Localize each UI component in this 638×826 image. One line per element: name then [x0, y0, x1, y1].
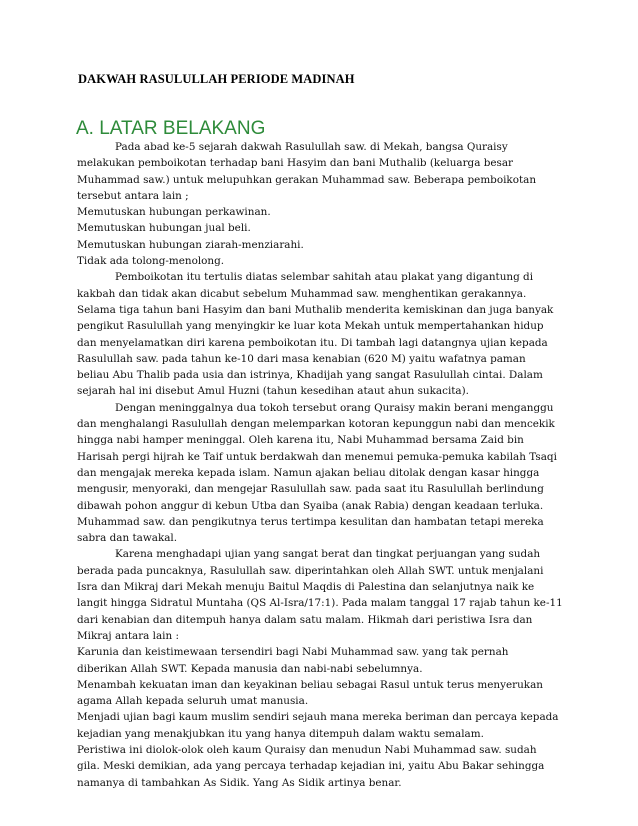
text-line: kejadian yang menakjubkan itu yang hanya ditempuh dalam waktu semalam.: [77, 727, 484, 740]
text-line: mengusir, menyoraki, dan mengejar Rasulullah saw. pada saat itu Rasulullah berlindung: [77, 483, 544, 496]
text-line: dan mengajak mereka kepada islam. Namun ajakan beliau ditolak dengan kasar hingga: [77, 466, 540, 479]
body-paragraph: [77, 237, 553, 253]
text-line: Karunia dan keistimewaan tersendiri bagi Nabi Muhammad saw. yang tak pernah: [77, 646, 509, 659]
text-line: kakbah dan tidak akan dicabut sebelum Muhammad saw. menghentikan gerakannya.: [77, 287, 527, 300]
body-paragraph: [77, 220, 553, 236]
text-line: tersebut antara lain ;: [77, 189, 189, 202]
text-line: Karena menghadapi ujian yang sangat berat dan tingkat perjuangan yang sudah: [115, 548, 541, 561]
text-line: hingga nabi hamper meninggal. Oleh karena itu, Nabi Muhammad bersama Zaid bin: [77, 434, 524, 447]
text-line: dan menyelamatkan diri karena pemboikotan itu. Di tambah lagi datangnya ujian kepada: [77, 336, 548, 349]
text-line: namanya di tambahkan As Sidik. Yang As Sidik artinya benar.: [77, 776, 402, 789]
text-line: Memutuskan hubungan ziarah-menziarahi.: [77, 238, 304, 251]
text-line: diberikan Allah SWT. Kepada manusia dan nabi-nabi sebelumnya.: [77, 662, 423, 675]
text-line: Muhammad saw. dan pengikutnya terus tertimpa kesulitan dan hambatan tetapi mereka: [77, 515, 544, 528]
body-paragraph: [77, 709, 559, 742]
text-line: dari kenabian dan ditempuh hanya dalam satu malam. Hikmah dari peristiwa Isra dan: [77, 613, 533, 626]
text-line: agama Allah kepada seluruh umat manusia.: [77, 695, 309, 708]
body-paragraph: [77, 546, 563, 644]
text-line: Memutuskan hubungan jual beli.: [77, 222, 251, 235]
text-line: Harisah pergi hijrah ke Taif untuk berdakwah dan menemui pemuka-pemuka kabilah Tsaqi: [77, 450, 557, 463]
text-line: beliau Abu Thalib pada usia dan istrinya, Khadijah yang sangat Rasulullah cintai. Dalam: [77, 369, 543, 382]
text-line: Menjadi ujian bagi kaum muslim sendiri sejauh mana mereka beriman dan percaya kepada: [77, 711, 559, 724]
text-line: gila. Meski demikian, ada yang percaya terhadap kejadian ini, yaitu Abu Bakar sehingga: [77, 760, 545, 773]
text-line: Memutuskan hubungan perkawinan.: [77, 206, 271, 219]
body-paragraph: [77, 677, 553, 710]
text-line: dibawah pohon anggur di kebun Utba dan Syaiba (anak Rabia) dengan keadaan terluka.: [77, 499, 544, 512]
body-paragraph: [77, 253, 553, 269]
body-paragraph: [77, 204, 553, 220]
body-paragraph: [77, 139, 553, 204]
text-line: Tidak ada tolong-menolong.: [77, 255, 225, 268]
text-line: Muhammad saw.) untuk melupuhkan gerakan Muhammad saw. Beberapa pemboikotan: [77, 173, 537, 186]
text-line: Selama tiga tahun bani Hasyim dan bani Muthalib menderita kemiskinan dan juga banyak: [77, 303, 554, 316]
body-paragraph: [77, 644, 553, 677]
text-line: Mikraj antara lain :: [77, 629, 180, 642]
text-line: berada pada puncaknya, Rasulullah saw. diperintahkan oleh Allah SWT. untuk menjalani: [77, 564, 544, 577]
text-line: Isra dan Mikraj dari Mekah menuju Baitul Maqdis di Palestina dan selanjutnya naik ke: [77, 581, 535, 594]
text-line: dan menghalangi Rasulullah dengan melemparkan kotoran kepunggun nabi dan mencekik: [77, 418, 555, 431]
text-line: Dengan meninggalnya dua tokoh tersebut orang Quraisy makin berani menganggu: [115, 401, 554, 414]
body-paragraph: [77, 742, 553, 791]
text-line: Pemboikotan itu tertulis diatas selembar sahitah atau plakat yang digantung di: [115, 271, 534, 284]
text-line: Rasulullah saw. pada tahun ke-10 dari masa kenabian (620 M) yaitu wafatnya paman: [77, 352, 526, 365]
text-line: melakukan pemboikotan terhadap bani Hasyim dan bani Muthalib (keluarga besar: [77, 157, 513, 170]
body-text: [77, 139, 563, 791]
text-line: sabra dan tawakal.: [77, 532, 178, 545]
text-line: Peristiwa ini diolok-olok oleh kaum Quraisy dan menudun Nabi Muhammad saw. sudah: [77, 743, 537, 756]
text-line: Menambah kekuatan iman dan keyakinan beliau sebagai Rasul untuk terus menyerukan: [77, 678, 543, 691]
body-paragraph: [77, 269, 553, 399]
body-paragraph: [77, 400, 557, 547]
text-line: sejarah hal ini disebut Amul Huzni (tahun kesedihan ataut ahun sukacita).: [77, 385, 469, 398]
text-line: Pada abad ke-5 sejarah dakwah Rasulullah saw. di Mekah, bangsa Quraisy: [115, 141, 508, 153]
document-title: DAKWAH RASULULLAH PERIODE MADINAH: [78, 72, 355, 86]
section-heading: A. LATAR BELAKANG: [76, 118, 266, 139]
text-line: pengikut Rasulullah yang menyingkir ke luar kota Mekah untuk mempertahankan hidup: [77, 320, 544, 333]
text-line: langit hingga Sidratul Muntaha (QS Al-Isra/17:1). Pada malam tanggal 17 rajab tahun ke-11: [77, 597, 563, 610]
